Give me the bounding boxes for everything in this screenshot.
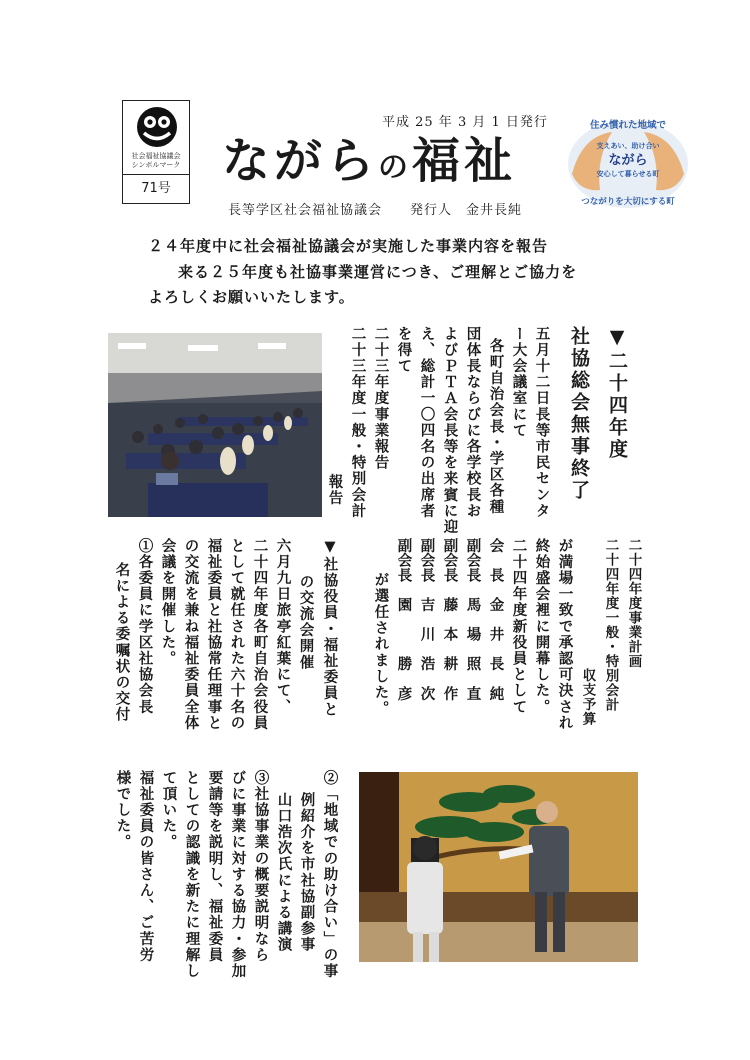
article-column: 副会長 園 勝 彦 [395,538,413,701]
article-column: 報告 [326,474,344,507]
article-column: として就任された六十名の [228,538,246,732]
slogan-mid: 支えあい、助け合い [596,142,660,150]
meeting-photo [108,333,322,517]
title-particle: の [378,150,413,185]
article-column: 二十四年度各町自治会役員 [251,538,269,732]
article-column: 終始盛会裡に開幕した。 [533,538,551,716]
article-column: 様でした。 [114,770,132,851]
publisher-line: 長等学区社会福祉協議会 発行人 金井長純 [228,203,523,218]
article-column: 六月九日旅亭紅葉にて、 [274,538,292,716]
article-column: ー大会議室にて [510,326,528,439]
slogan-sub: 安心して暮らせる町 [596,170,660,178]
article-column: 要請等を説明し、福祉委員 [206,770,224,964]
article-column: 収支予算 [579,668,596,726]
emblem-caption-line: 社会福祉協議会 [131,152,181,160]
welfare-symbol-icon [134,104,180,150]
article-column: が満場一致で承認可決され [556,538,574,732]
title-main: ながら [222,133,379,189]
article-heading: ▼二十四年度 [606,326,628,461]
article-column: 五月十二日長等市民センタ [533,326,551,520]
slogan-bottom: つながりを大切にする町 [581,197,675,207]
article-heading: の交流会開催 [297,574,315,671]
article-subheading: 社協総会無事終了 [568,326,590,502]
divider [123,174,189,175]
article-column: 福祉委員の皆さん、ご苦労 [137,770,155,964]
article-column: ②「地域での助け合い」の事 [321,770,339,980]
article-column: の交流を兼ね福祉委員全体 [182,538,200,732]
article-column: としての認識を新たに理解し [183,770,201,980]
emblem-caption [124,152,188,170]
article-column: 団体長ならびに各学校長お [464,326,482,520]
article-column: 会 長 金 井 長 純 [487,538,505,701]
article-column: 二十三年度事業報告 [372,326,390,471]
title-main: 福祉 [412,133,517,189]
slogan-badge [566,114,690,210]
article-column: 二十四年度新役員として [510,538,528,716]
article-heading: ▼社協役員・福祉委員と [321,538,339,718]
slogan-name: ながら [608,153,648,168]
article-column: ①各委員に学区社協会長 [136,538,154,716]
intro-line: よろしくお願いいたします。 [148,288,355,306]
intro-line: 来る２５年度も社協事業運営につき、ご理解とご協力を [178,263,578,281]
article-column: て頂いた。 [160,770,178,851]
issue-date: 平成 25 年 3 月 1 日発行 [382,115,548,130]
article-column: え、総計一〇四名の出席者 [418,326,436,520]
article-column: 会議を開催した。 [159,538,177,667]
article-column: 副会長 馬 場 照 直 [464,538,482,701]
paper-title [222,130,516,199]
article-column: 二十三年度一般・特別会計 [349,326,367,520]
article-column: 二十四年度事業計画 [625,538,642,669]
intro-line: ２４年度中に社会福祉協議会が実施した事業内容を報告 [148,237,549,255]
emblem-caption-line: シンボルマーク [131,161,181,169]
slogan-top: 住み慣れた地域で [589,120,667,131]
article-column: が選任されました。 [372,572,390,717]
article-column: 副会長 吉 川 浩 次 [418,538,436,701]
article-column: 山口浩次氏による講演 [275,792,293,953]
article-column: 各町自治会長・学区各種 [487,338,505,516]
article-column: 二十四年度一般・特別会計 [602,538,619,712]
ceremony-photo [359,772,638,962]
article-column: ③社協事業の概要説明なら [252,770,270,964]
article-column: を得て [395,326,413,375]
article-column: よびＰＴＡ会長等を来賓に迎 [441,326,459,536]
article-column: びに事業に対する協力・参加 [229,770,247,980]
article-column: 名による委嘱状の交付 [113,562,131,723]
issue-number: 71号 [141,181,171,196]
article-column: 福祉委員と社協常任理事と [205,538,223,732]
article-column: 例紹介を市社協副参事 [298,792,316,953]
article-column: 副会長 藤 本 耕 作 [441,538,459,701]
